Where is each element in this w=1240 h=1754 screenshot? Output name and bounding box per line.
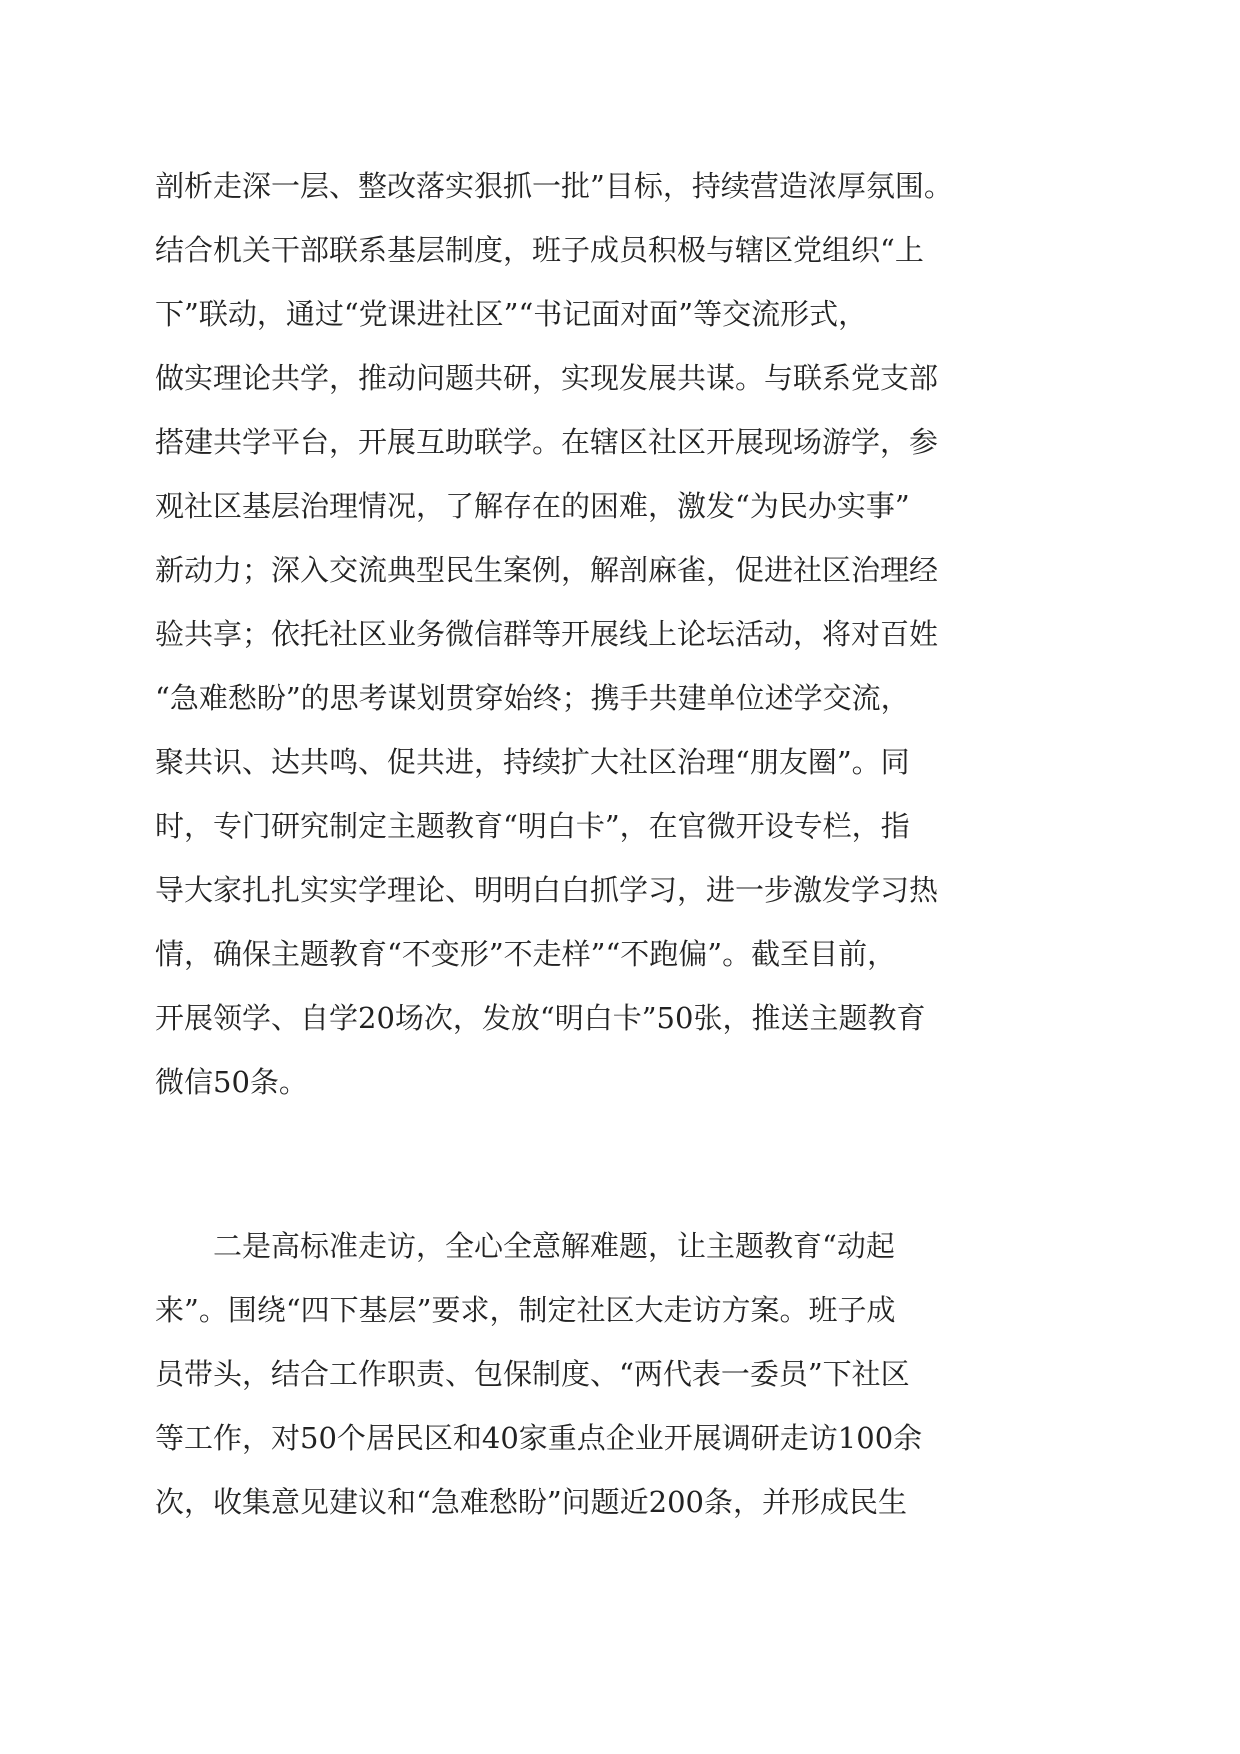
paragraph-line: 做实理论共学，推动问题共研，实现发展共谋。与联系党支部 bbox=[155, 361, 939, 395]
paragraph-line: 新动力；深入交流典型民生案例，解剖麻雀，促进社区治理经 bbox=[155, 553, 939, 587]
paragraph-line: 结合机关干部联系基层制度，班子成员积极与辖区党组织“上 bbox=[155, 233, 924, 267]
paragraph-line: 等工作，对50个居民区和40家重点企业开展调研走访100余 bbox=[155, 1421, 923, 1455]
paragraph-line: “急难愁盼”的思考谋划贯穿始终；携手共建单位述学交流， bbox=[155, 681, 910, 715]
paragraph-line: 下”联动，通过“党课进社区”“书记面对面”等交流形式， bbox=[155, 297, 868, 331]
paragraph-line: 二是高标准走访，全心全意解难题，让主题教育“动起 bbox=[155, 1229, 895, 1263]
paragraph-line: 剖析走深一层、整改落实狠抓一批”目标，持续营造浓厚氛围。 bbox=[155, 169, 953, 203]
paragraph-line: 时，专门研究制定主题教育“明白卡”，在官微开设专栏，指 bbox=[155, 809, 910, 843]
paragraph-line: 开展领学、自学20场次，发放“明白卡”50张，推送主题教育 bbox=[155, 1001, 926, 1035]
paragraph-line: 验共享；依托社区业务微信群等开展线上论坛活动，将对百姓 bbox=[155, 617, 939, 651]
paragraph-line: 观社区基层治理情况，了解存在的困难，激发“为民办实事” bbox=[155, 489, 910, 523]
paragraph-line: 微信50条。 bbox=[155, 1065, 308, 1099]
paragraph-line: 来”。围绕“四下基层”要求，制定社区大走访方案。班子成 bbox=[155, 1293, 896, 1327]
paragraph-line: 聚共识、达共鸣、促共进，持续扩大社区治理“朋友圈”。同 bbox=[155, 745, 910, 779]
paragraph-line: 次，收集意见建议和“急难愁盼”问题近200条，并形成民生 bbox=[155, 1485, 908, 1519]
paragraph-line: 导大家扎扎实实学理论、明明白白抓学习，进一步激发学习热 bbox=[155, 873, 939, 907]
paragraph-line: 搭建共学平台，开展互助联学。在辖区社区开展现场游学，参 bbox=[155, 425, 939, 459]
paragraph-line: 员带头，结合工作职责、包保制度、“两代表一委员”下社区 bbox=[155, 1357, 910, 1391]
paragraph-site-visits bbox=[155, 1214, 1095, 1534]
paragraph-line: 情，确保主题教育“不变形”不走样”“不跑偏”。截至目前， bbox=[155, 937, 897, 971]
paragraph-continued bbox=[155, 154, 1095, 1114]
